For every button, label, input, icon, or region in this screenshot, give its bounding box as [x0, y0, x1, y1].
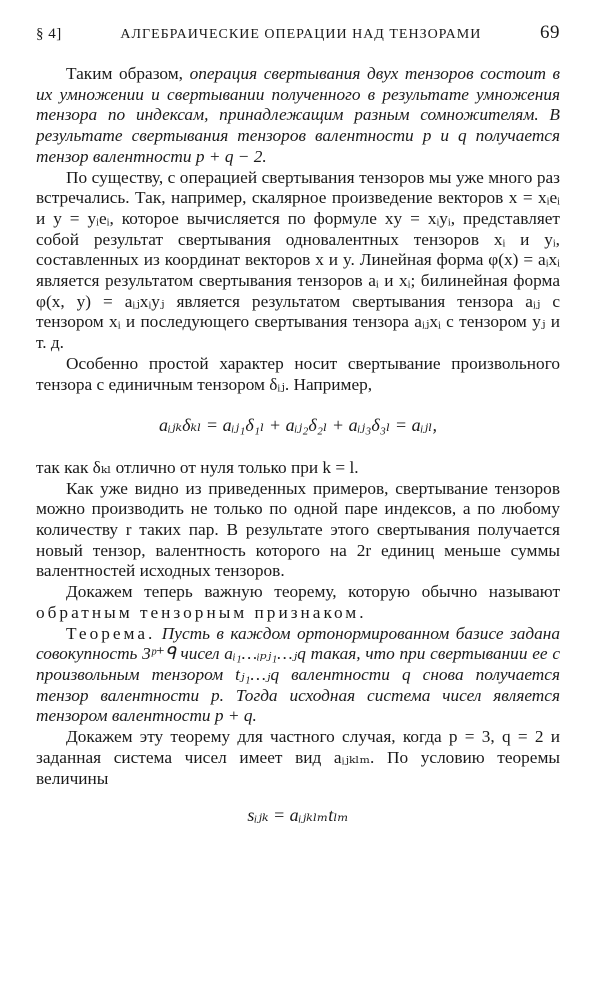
page-number: 69: [539, 22, 560, 43]
running-header: [36, 22, 560, 44]
definition-text: операция свертывания двух тензоров состоит в их умножении и свертывании полученного в результате умножения тензора по индексам, принадлежащим разным сомножителям. В результате свертывания тензоров валентности p и q получается тензор валентности p + q − 2.: [36, 64, 561, 166]
formula-s-ijk: sᵢⱼₖ = aᵢⱼₖₗₘtₗₘ: [247, 805, 349, 826]
theorem-statement: Пусть в каждом ортонормированном базисе задана совокупность 3ᵖ⁺ᑫ чисел aᵢ₁…ᵢₚⱼ₁…ⱼq такая, что при свертывании ее с произвольным тензором tⱼ₁…ⱼq валентности q снова получается тензор валентности p. Тогда исходная система чисел является тензором валентности p + q.: [36, 623, 560, 726]
theorem-label: Теорема.: [66, 623, 156, 643]
formula-kronecker: aᵢⱼₖδₖₗ = aᵢⱼ₁δ₁ₗ + aᵢⱼ₂δ₂ₗ + aᵢⱼ₃δ₃ₗ = aᵢⱼₗ,: [158, 415, 438, 436]
paragraph-theorem-intro: [36, 582, 560, 623]
page-body: [36, 64, 560, 826]
paragraph-lead: Таким образом,: [66, 64, 183, 83]
paragraph-examples: По существу, с операцией свертывания тензоров мы уже много раз встречались. Так, например, скалярное произведение векторов x = xᵢeᵢ и y = yᵢeᵢ, которое вычисляется по формуле xy = xᵢyᵢ, представляет собой результат свертывания одновалентных тензоров xᵢ и yᵢ, составленных из координат векторов x и y. Линейная форма φ(x) = aᵢxᵢ является результатом свертывания тензоров aᵢ и xᵢ; билинейная форма φ(x, y) = aᵢⱼxᵢyⱼ является результатом свертывания тензора aᵢⱼ с тензором xᵢ и последующего свертывания тензора aᵢⱼxᵢ с тензором yⱼ и т. д.: [36, 167, 560, 353]
paragraph-theorem: [36, 624, 560, 728]
book-page: [36, 22, 560, 826]
paragraph-contraction-definition: [36, 64, 560, 168]
section-marker: § 4]: [36, 26, 62, 42]
chapter-title: АЛГЕБРАИЧЕСКИЕ ОПЕРАЦИИ НАД ТЕНЗОРАМИ: [120, 27, 482, 42]
theorem-name-spaced: обратным тензорным признаком.: [36, 602, 367, 622]
paragraph-kronecker-note: так как δₖₗ отлично от нуля только при k = l.: [36, 457, 359, 477]
paragraph-proof-start: Докажем эту теорему для частного случая, когда p = 3, q = 2 и заданная система чисел имеет вид aᵢⱼₖₗₘ. По условию теоремы величины: [36, 727, 560, 788]
theorem-intro-text: Докажем теперь важную теорему, которую обычно называют: [66, 582, 560, 602]
paragraph-multiple-pairs: Как уже видно из приведенных примеров, свертывание тензоров можно производить не только по одной паре индексов, а по любому количеству r таких пар. В результате этого свертывания получается новый тензор, валентность которого на 2r единиц меньше суммы валентностей исходных тензоров.: [36, 478, 560, 581]
paragraph-unit-tensor: Особенно простой характер носит свертывание произвольного тензора с единичным тензором δᵢⱼ. Например,: [36, 353, 560, 394]
